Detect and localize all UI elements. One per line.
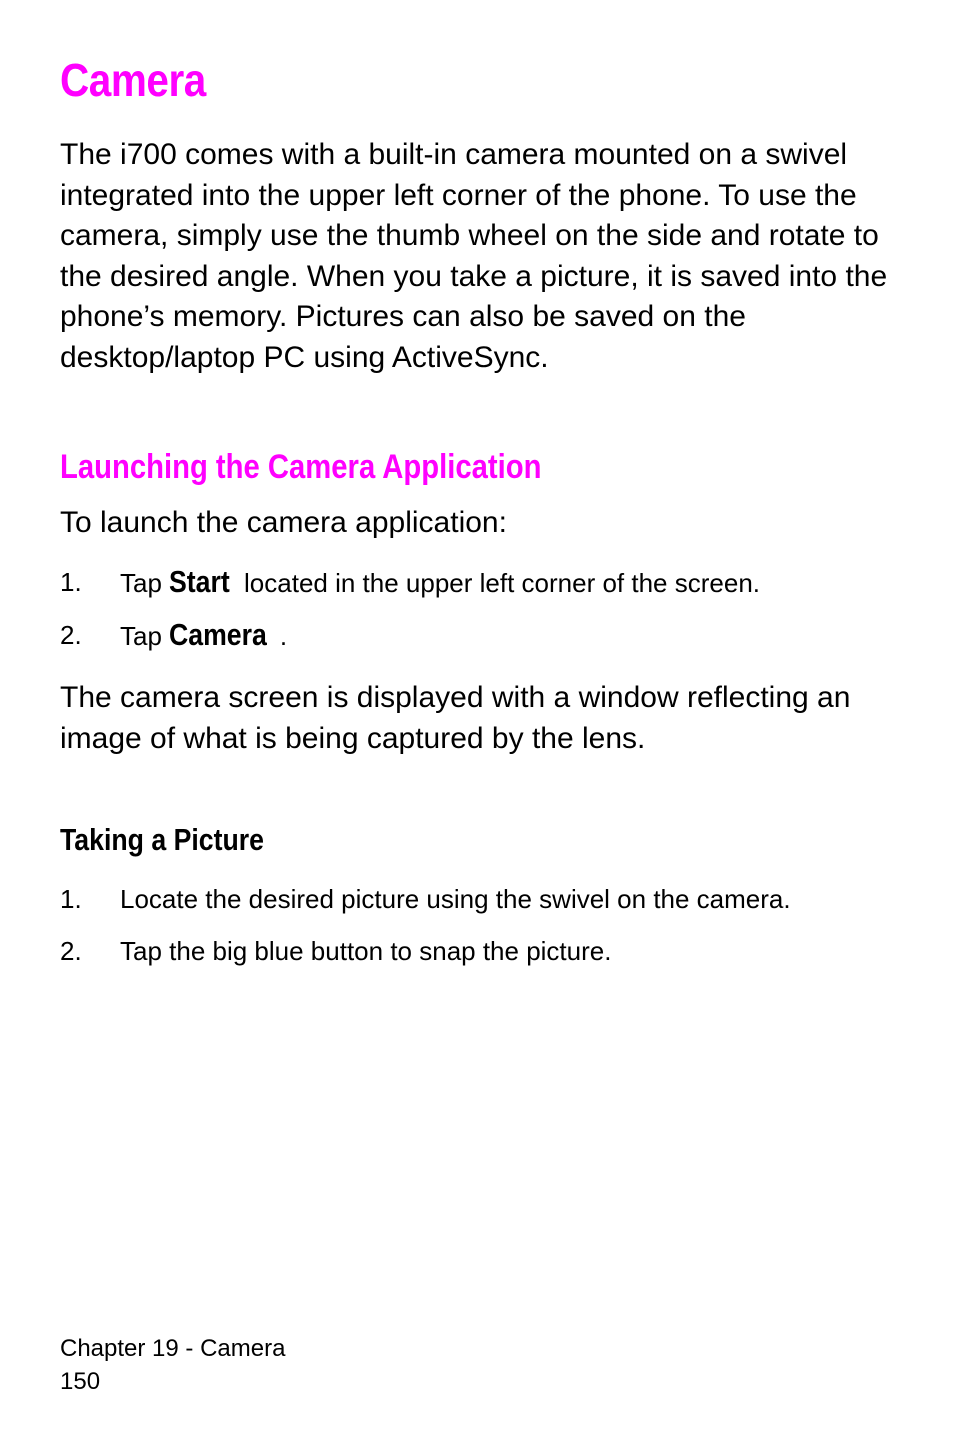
launching-lead-text: To launch the camera application: [60, 506, 507, 539]
step-suffix: . [279, 621, 288, 651]
step-number: 2. [60, 620, 82, 650]
step-number: 2. [60, 936, 82, 966]
taking-steps-list [60, 878, 890, 972]
step-prefix: Tap [120, 568, 170, 598]
step-number: 1. [60, 567, 82, 597]
step-prefix: Tap [120, 621, 170, 651]
section-heading-launching: Launching the Camera Application [60, 448, 542, 486]
command-camera: Camera [169, 617, 267, 652]
page-title: Camera [60, 54, 206, 106]
page-footer [60, 1332, 285, 1398]
step-text: Tap the big blue button to snap the picture. [120, 936, 612, 966]
step-number: 1. [60, 884, 82, 914]
list-item [60, 614, 890, 667]
list-item [60, 930, 890, 972]
step-suffix: located in the upper left corner of the screen. [236, 568, 760, 598]
section-heading-taking: Taking a Picture [60, 822, 264, 857]
intro-paragraph: The i700 comes with a built-in camera mounted on a swivel integrated into the upper left corner of the phone. To use the camera, simply use the thumb wheel on the side and rotate to the desired angle. When you take a picture, it is saved into the phone’s memory. Pictures can also be saved on the desktop/laptop PC using ActiveSync. [60, 138, 888, 374]
step-text: Locate the desired picture using the swivel on the camera. [120, 884, 791, 914]
command-start: Start [169, 564, 230, 599]
launching-steps-list [60, 561, 890, 667]
result-paragraph: The camera screen is displayed with a window reflecting an image of what is being captured by the lens. [60, 681, 851, 755]
footer-page-number: 150 [60, 1368, 101, 1395]
list-item [60, 561, 890, 614]
list-item [60, 878, 890, 920]
footer-chapter: Chapter 19 - Camera [60, 1335, 286, 1362]
